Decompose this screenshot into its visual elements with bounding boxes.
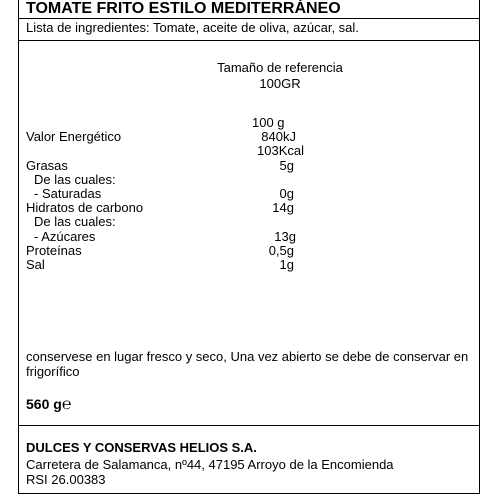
nutrient-label-carbs: Hidratos de carbono [26, 200, 144, 215]
nutrient-value-sugars: 13g [274, 229, 296, 244]
title-divider [18, 18, 480, 19]
ingredients-text: Lista de ingredientes: Tomate, aceite de oliva, azúcar, sal. [26, 20, 359, 35]
nutrient-label-salt: Sal [26, 257, 45, 272]
nutrient-value-salt: 1g [279, 257, 294, 272]
nutrient-label-fat: Grasas [26, 158, 68, 173]
nutrient-value-saturated: 0g [279, 186, 294, 201]
reference-value: 100GR [259, 76, 301, 91]
nutrient-value-energy-kcal: 103Kcal [257, 143, 304, 158]
nutrient-value-carbs: 14g [272, 200, 294, 215]
storage-line-1: conservese en lugar fresco y seco, Una vez abierto se debe de conservar en [26, 349, 469, 364]
net-weight-value: 560 g [26, 396, 62, 412]
nutrient-label-energy: Valor Energético [26, 129, 122, 144]
per-100g-header: 100 g [252, 115, 285, 130]
company-rsi: RSI 26.00383 [26, 472, 106, 487]
nutrient-label-sugars: - Azúcares [34, 229, 96, 244]
nutrient-value-fat: 5g [279, 158, 294, 173]
company-divider [18, 425, 480, 426]
company-address: Carretera de Salamanca, nº44, 47195 Arroyo de la Encomienda [26, 457, 394, 472]
nutrient-label-protein: Proteínas [26, 243, 82, 258]
net-weight [26, 396, 71, 414]
nutrient-value-energy-kj: 840kJ [261, 129, 296, 144]
nutrient-value-protein: 0,5g [268, 243, 294, 258]
nutrient-label-carbs-of-which: De las cuales: [34, 214, 116, 229]
company-name: DULCES Y CONSERVAS HELIOS S.A. [26, 440, 257, 455]
ingredients-divider [18, 40, 480, 41]
storage-line-2: frigorífico [26, 364, 80, 379]
nutrient-label-fat-of-which: De las cuales: [34, 172, 116, 187]
nutrient-label-saturated: - Saturadas [34, 186, 102, 201]
product-title: TOMATE FRITO ESTILO MEDITERRÁNEO [26, 0, 341, 17]
reference-label: Tamaño de referencia [217, 60, 343, 75]
estimated-sign-icon: ℮ [61, 396, 72, 413]
